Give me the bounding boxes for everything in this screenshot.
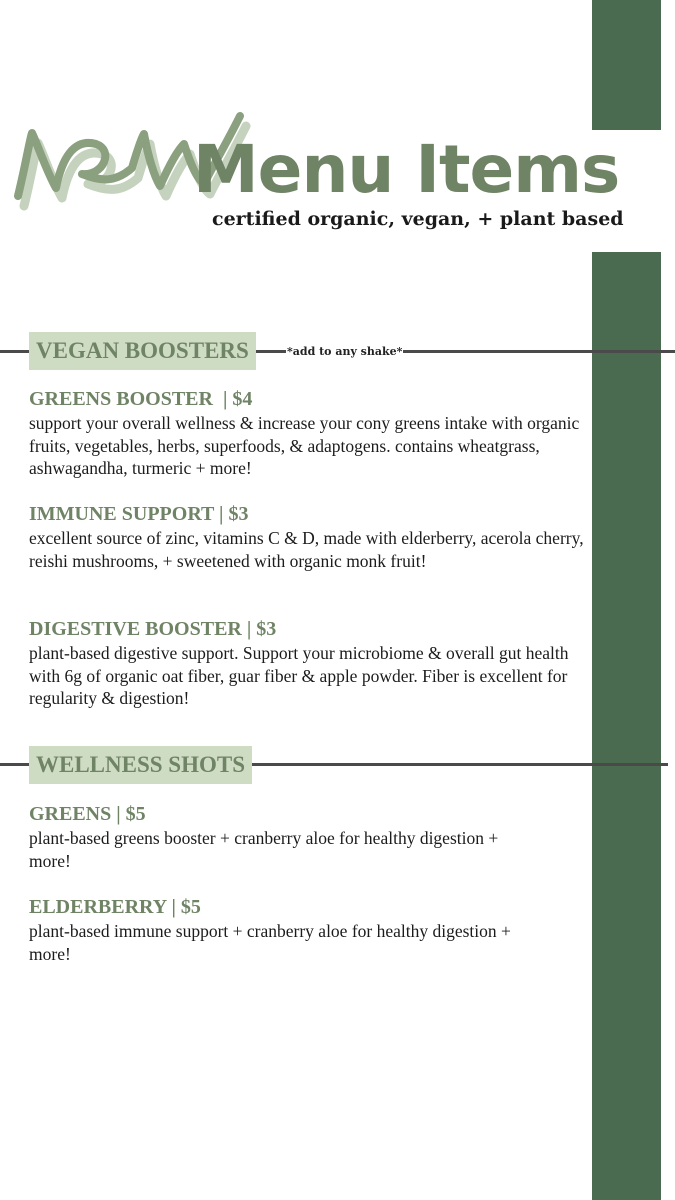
menu-item-elderberry-shot [29,894,589,965]
decorative-bar-top [592,0,661,130]
section-note: *add to any shake* [287,345,403,358]
item-description: plant-based immune support + cranberry aloe for healthy digestion + more! [29,921,511,964]
item-description: plant-based digestive support. Support your microbiome & overall gut health with 6g of organic oat fiber, guar fiber & apple powder. Fiber is excellent for regularity & digestion! [29,643,569,708]
item-name: GREENS | $5 [29,803,146,825]
menu-item-greens-booster [29,386,589,480]
decorative-bar-right [592,252,661,1200]
page-subtitle: certified organic, vegan, + plant based [212,208,624,230]
section-label-wellness-shots: WELLNESS SHOTS [29,746,252,784]
menu-item-greens-shot [29,801,589,872]
item-name: IMMUNE SUPPORT | $3 [29,503,249,525]
item-description: support your overall wellness & increase your cony greens intake with organic fruits, vegetables, herbs, superfoods, & adaptogens. contains wheatgrass, ashwagandha, turmeric + more! [29,413,580,478]
item-name: ELDERBERRY | $5 [29,896,201,918]
page-title: Menu Items [193,131,620,208]
item-description: excellent source of zinc, vitamins C & D, made with elderberry, acerola cherry, reishi mushrooms, + sweetened with organic monk fruit! [29,528,584,571]
section-label-vegan-boosters: VEGAN BOOSTERS [29,332,256,370]
item-name: GREENS BOOSTER | $4 [29,388,253,410]
item-description: plant-based greens booster + cranberry aloe for healthy digestion + more! [29,828,499,871]
menu-item-digestive-booster [29,616,589,710]
menu-item-immune-support [29,501,589,572]
item-name: DIGESTIVE BOOSTER | $3 [29,618,277,640]
